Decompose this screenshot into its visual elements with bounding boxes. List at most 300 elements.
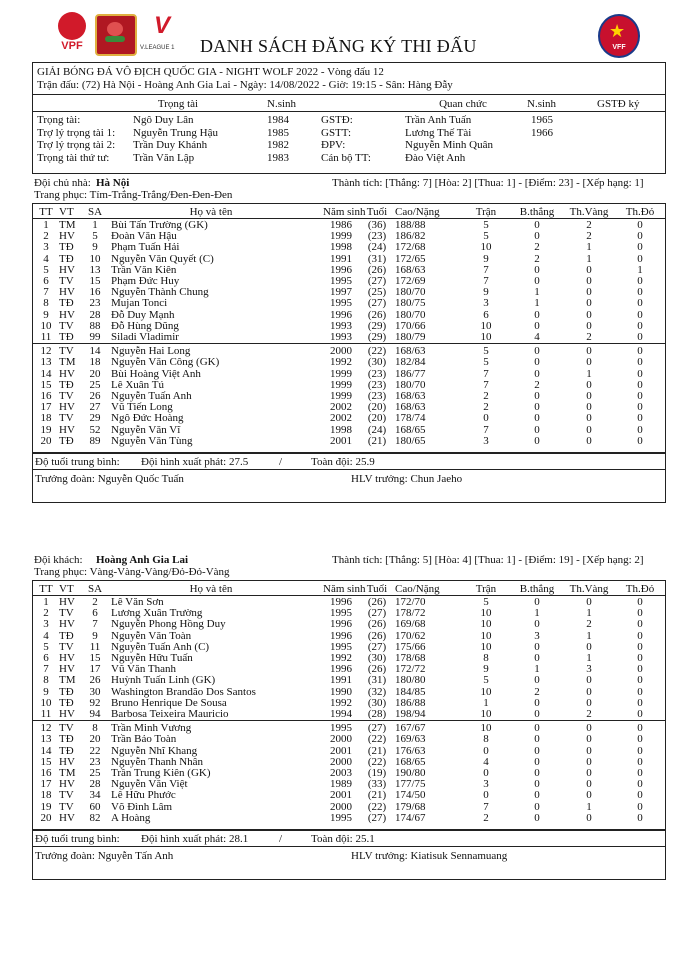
player-row [33, 697, 663, 709]
player-row [33, 297, 663, 309]
player-vt: HV [59, 286, 75, 299]
player-wins: 0 [534, 319, 540, 332]
player-name: Phạm Đức Huy [111, 275, 180, 287]
player-name: Mujan Tonci [111, 297, 168, 310]
player-name: Phạm Tuấn Hải [111, 241, 180, 254]
player-red: 0 [637, 607, 643, 620]
player-tt: 10 [40, 696, 52, 709]
league-title: GIẢI BÓNG ĐÁ VÔ ĐỊCH QUỐC GIA - NIGHT WOLF 2022 - Vòng đấu 12 [37, 66, 384, 78]
player-yellow: 0 [586, 744, 592, 757]
player-name: Nguyễn Nhĩ Khang [111, 744, 198, 757]
official-role: GSTĐ: [321, 114, 353, 126]
player-name: Nguyễn Văn Tùng [111, 434, 193, 447]
player-tt: 16 [40, 767, 52, 779]
player-wins: 0 [534, 423, 540, 436]
player-yellow: 0 [586, 412, 592, 425]
player-red: 0 [637, 800, 643, 813]
player-row [33, 812, 663, 824]
flower-icon [107, 22, 123, 36]
player-name: Ngô Đức Hoàng [111, 412, 184, 425]
player-hw: 178/72 [395, 607, 426, 620]
player-row [33, 641, 663, 653]
player-sa: 15 [89, 652, 101, 664]
player-hw: 175/66 [395, 640, 426, 653]
player-yellow: 1 [586, 367, 592, 380]
player-yellow: 0 [586, 356, 592, 369]
player-sa: 27 [89, 401, 101, 414]
player-row [33, 379, 663, 391]
player-tt: 6 [43, 275, 49, 287]
star-icon: ★ [609, 21, 626, 41]
team-record: Thành tích: [Thắng: 5] [Hòa: 4] [Thua: 1] - [Điểm: 19] - [Xếp hạng: 2] [332, 554, 644, 566]
player-year: 1992 [330, 356, 352, 369]
player-hw: 174/50 [395, 789, 426, 802]
player-name: Đỗ Duy Mạnh [111, 308, 175, 321]
avg-age-starting: Đội hình xuất phát: 28.1 [141, 833, 249, 845]
player-hw: 178/74 [395, 412, 426, 425]
player-yellow: 1 [586, 652, 592, 664]
player-matches: 0 [483, 744, 489, 757]
player-hw: 190/80 [395, 767, 426, 779]
player-yellow: 3 [586, 663, 592, 676]
player-year: 1996 [330, 596, 352, 608]
player-row [33, 686, 663, 698]
player-sa: 28 [89, 778, 101, 791]
player-matches: 10 [480, 319, 492, 332]
player-sa: 29 [89, 412, 101, 425]
player-name: Trần Trung Kiên (GK) [111, 767, 211, 779]
player-wins: 1 [534, 297, 540, 310]
team-name: Hoàng Anh Gia Lai [96, 554, 189, 566]
player-sa: 25 [89, 378, 101, 391]
player-vt: HV [59, 708, 75, 720]
subs-divider [33, 343, 665, 344]
player-tt: 3 [43, 618, 49, 631]
player-red: 0 [637, 230, 643, 243]
player-age: (25) [367, 286, 387, 299]
player-vt: HV [59, 778, 75, 791]
ball-icon [58, 12, 86, 40]
player-year: 1991 [330, 674, 352, 687]
player-age: (30) [367, 696, 387, 709]
player-red: 0 [637, 744, 643, 757]
player-wins: 0 [534, 744, 540, 757]
player-matches: 7 [483, 378, 489, 391]
player-row [33, 722, 663, 734]
player-row [33, 607, 663, 619]
player-hw: 178/68 [395, 652, 426, 664]
column-header-vt: VT [59, 206, 74, 218]
player-tt: 20 [40, 434, 52, 447]
team-label: Đội khách: [34, 554, 83, 566]
official-name: Trần Anh Tuấn [405, 114, 472, 126]
player-year: 1995 [330, 811, 352, 824]
player-age: (30) [367, 356, 387, 369]
player-hw: 176/63 [395, 744, 426, 757]
player-year: 1992 [330, 696, 352, 709]
player-row [33, 390, 663, 402]
player-sa: 28 [89, 308, 101, 321]
player-matches: 0 [483, 789, 489, 802]
player-yellow: 0 [586, 733, 592, 746]
player-age: (29) [367, 331, 387, 343]
player-name: Đỗ Hùng Dũng [111, 319, 179, 332]
player-row [33, 345, 663, 357]
player-tt: 17 [40, 401, 52, 414]
column-header-yellow: Th.Vàng [569, 583, 609, 595]
player-name: Nguyễn Văn Vĩ [111, 423, 181, 436]
player-tt: 13 [40, 733, 52, 746]
player-matches: 5 [483, 596, 489, 608]
player-name: Nguyễn Phong Hồng Duy [111, 618, 226, 631]
player-row [33, 596, 663, 608]
player-age: (22) [367, 345, 387, 358]
player-row [33, 253, 663, 265]
player-wins: 2 [534, 241, 540, 254]
player-row [33, 219, 663, 231]
player-yellow: 0 [586, 401, 592, 414]
player-age: (29) [367, 319, 387, 332]
player-sa: 14 [89, 345, 101, 358]
player-tt: 18 [40, 789, 52, 802]
player-yellow: 0 [586, 722, 592, 735]
player-year: 1991 [330, 252, 352, 265]
player-row [33, 801, 663, 813]
leaf-icon [105, 36, 125, 42]
column-header-red: Th.Đỏ [625, 206, 655, 218]
referee-name: Nguyễn Trung Hậu [133, 126, 218, 139]
player-red: 0 [637, 297, 643, 310]
player-tt: 7 [43, 286, 49, 299]
player-age: (23) [367, 378, 387, 391]
player-sa: 94 [89, 708, 101, 720]
player-red: 0 [637, 412, 643, 425]
player-year: 1996 [330, 263, 352, 276]
player-hw: 179/68 [395, 800, 426, 813]
player-wins: 0 [534, 733, 540, 746]
player-sa: 23 [89, 297, 101, 310]
player-yellow: 0 [586, 390, 592, 402]
player-vt: TĐ [59, 629, 74, 642]
player-vt: TĐ [59, 252, 74, 265]
column-header-hw: Cao/Nặng [395, 206, 440, 218]
player-wins: 0 [534, 755, 540, 768]
player-name: Nguyễn Văn Việt [111, 778, 188, 791]
avg-age-slash: / [279, 456, 283, 468]
player-matches: 7 [483, 367, 489, 380]
player-tt: 20 [40, 811, 52, 824]
player-hw: 168/63 [395, 263, 426, 276]
player-tt: 11 [40, 331, 52, 343]
player-wins: 0 [534, 640, 540, 653]
player-row [33, 745, 663, 757]
footer-divider [33, 846, 665, 847]
player-year: 2002 [330, 401, 352, 414]
player-name: Bùi Hoàng Việt Anh [111, 367, 201, 380]
official-name: Nguyễn Minh Quân [405, 139, 493, 151]
player-sa: 26 [89, 674, 101, 687]
player-vt: TV [59, 390, 74, 402]
player-matches: 10 [480, 640, 492, 653]
player-vt: TĐ [59, 733, 74, 746]
player-red: 0 [637, 778, 643, 791]
player-matches: 6 [483, 308, 489, 321]
player-age: (28) [367, 708, 387, 720]
player-tt: 4 [43, 252, 49, 265]
player-wins: 0 [534, 789, 540, 802]
player-year: 1999 [330, 230, 352, 243]
player-red: 0 [637, 685, 643, 698]
player-yellow: 0 [586, 434, 592, 447]
player-wins: 0 [534, 778, 540, 791]
player-red: 0 [637, 733, 643, 746]
player-vt: HV [59, 401, 75, 414]
player-age: (21) [367, 744, 387, 757]
player-matches: 10 [480, 607, 492, 620]
player-name: Nguyễn Văn Công (GK) [111, 356, 220, 369]
player-vt: TĐ [59, 378, 74, 391]
player-row [33, 241, 663, 253]
player-matches: 2 [483, 390, 489, 402]
player-row [33, 309, 663, 321]
player-age: (26) [367, 629, 387, 642]
player-wins: 0 [534, 308, 540, 321]
player-year: 1990 [330, 685, 352, 698]
player-sa: 52 [89, 423, 101, 436]
player-red: 0 [637, 356, 643, 369]
player-year: 2001 [330, 434, 352, 447]
player-name: Nguyễn Văn Quyết (C) [111, 252, 214, 265]
player-name: Lê Văn Sơn [111, 596, 164, 608]
player-red: 0 [637, 286, 643, 299]
player-year: 1994 [330, 708, 352, 720]
referee-header: Trọng tài [157, 98, 199, 110]
player-matches: 1 [483, 696, 489, 709]
player-age: (27) [367, 275, 387, 287]
player-tt: 14 [40, 367, 52, 380]
night-wolf-logo [95, 14, 137, 56]
player-red: 0 [637, 640, 643, 653]
player-wins: 0 [534, 722, 540, 735]
player-name: Nguyễn Hữu Tuấn [111, 652, 193, 664]
player-age: (19) [367, 767, 387, 779]
team-kit: Trang phục: Vàng-Vàng-Vàng/Đỏ-Đỏ-Vàng [34, 566, 230, 578]
official-birth-year: 1965 [531, 114, 553, 126]
player-vt: TV [59, 722, 74, 735]
player-matches: 10 [480, 685, 492, 698]
player-yellow: 2 [586, 219, 592, 231]
player-yellow: 0 [586, 319, 592, 332]
player-matches: 8 [483, 733, 489, 746]
footer-divider [33, 469, 665, 470]
player-yellow: 2 [586, 708, 592, 720]
player-vt: HV [59, 230, 75, 243]
column-header-matches: Trận [475, 583, 497, 595]
player-row [33, 733, 663, 745]
player-row [33, 778, 663, 790]
player-vt: TM [59, 767, 76, 779]
column-header-age: Tuổi [366, 583, 388, 595]
player-matches: 10 [480, 629, 492, 642]
player-sa: 23 [89, 755, 101, 768]
player-age: (22) [367, 755, 387, 768]
player-age: (27) [367, 607, 387, 620]
player-matches: 3 [483, 297, 489, 310]
player-name: Võ Đình Lâm [111, 800, 173, 813]
player-red: 0 [637, 252, 643, 265]
player-wins: 0 [534, 390, 540, 402]
player-row [33, 618, 663, 630]
referee-birth-year: 1985 [267, 126, 289, 139]
player-name: Barbosa Teixeira Mauricio [111, 708, 229, 720]
player-age: (36) [367, 219, 387, 231]
avg-age-label: Độ tuổi trung bình: [35, 456, 120, 468]
player-vt: TV [59, 345, 74, 358]
player-vt: TĐ [59, 685, 74, 698]
player-vt: TV [59, 319, 74, 332]
player-age: (23) [367, 230, 387, 243]
player-row [33, 331, 663, 343]
player-year: 1992 [330, 652, 352, 664]
team-kit: Trang phục: Tím-Trắng-Trắng/Đen-Đen-Đen [34, 189, 233, 201]
player-vt: TV [59, 640, 74, 653]
player-red: 0 [637, 319, 643, 332]
official-birth-year: 1966 [531, 126, 553, 139]
player-row [33, 368, 663, 380]
player-hw: 174/67 [395, 811, 426, 824]
gstd-header: GSTĐ ký [597, 98, 640, 110]
player-red: 1 [637, 263, 643, 276]
player-sa: 1 [92, 219, 98, 231]
column-header-red: Th.Đỏ [625, 583, 655, 595]
column-header-tt: TT [39, 206, 53, 218]
player-row [33, 320, 663, 332]
player-matches: 7 [483, 275, 489, 287]
player-vt: TM [59, 219, 76, 231]
player-yellow: 0 [586, 297, 592, 310]
player-red: 0 [637, 652, 643, 664]
player-sa: 6 [92, 607, 98, 620]
player-age: (22) [367, 733, 387, 746]
player-hw: 186/77 [395, 367, 426, 380]
player-wins: 0 [534, 230, 540, 243]
match-info: Trận đấu: (72) Hà Nội - Hoàng Anh Gia Lai - Ngày: 14/08/2022 - Giờ: 19:15 - Sân: Hàng Đẫy [37, 79, 453, 91]
player-row [33, 630, 663, 642]
player-tt: 5 [43, 640, 49, 653]
player-matches: 5 [483, 219, 489, 231]
player-year: 1996 [330, 618, 352, 631]
player-red: 0 [637, 331, 643, 343]
officials-box [32, 62, 666, 174]
player-yellow: 0 [586, 275, 592, 287]
player-age: (24) [367, 241, 387, 254]
player-hw: 168/65 [395, 755, 426, 768]
player-wins: 0 [534, 811, 540, 824]
player-year: 1997 [330, 286, 352, 299]
team-name: Hà Nội [96, 177, 130, 189]
player-vt: TĐ [59, 744, 74, 757]
player-matches: 2 [483, 401, 489, 414]
player-name: Nguyễn Văn Toàn [111, 629, 192, 642]
player-row [33, 230, 663, 242]
player-red: 0 [637, 275, 643, 287]
player-age: (26) [367, 596, 387, 608]
player-tt: 13 [40, 356, 52, 369]
player-sa: 82 [89, 811, 101, 824]
player-sa: 18 [89, 356, 101, 369]
player-year: 1996 [330, 308, 352, 321]
player-age: (22) [367, 800, 387, 813]
player-year: 2003 [330, 767, 352, 779]
player-tt: 7 [43, 663, 49, 676]
player-wins: 4 [534, 331, 540, 343]
column-header-age: Tuổi [366, 206, 388, 218]
player-sa: 60 [89, 800, 101, 813]
player-year: 2000 [330, 800, 352, 813]
document-title: DANH SÁCH ĐĂNG KÝ THI ĐẤU [200, 36, 477, 56]
player-hw: 172/65 [395, 252, 426, 265]
player-wins: 0 [534, 434, 540, 447]
player-matches: 5 [483, 345, 489, 358]
player-yellow: 1 [586, 629, 592, 642]
player-wins: 0 [534, 263, 540, 276]
player-red: 0 [637, 423, 643, 436]
player-hw: 186/88 [395, 696, 426, 709]
player-sa: 16 [89, 286, 101, 299]
player-year: 2001 [330, 744, 352, 757]
player-sa: 8 [92, 722, 98, 735]
player-wins: 0 [534, 275, 540, 287]
player-row [33, 412, 663, 424]
player-matches: 2 [483, 811, 489, 824]
player-red: 0 [637, 378, 643, 391]
player-name: Đoàn Văn Hậu [111, 230, 177, 243]
player-wins: 0 [534, 401, 540, 414]
player-vt: TV [59, 412, 74, 425]
player-row [33, 789, 663, 801]
player-tt: 18 [40, 412, 52, 425]
player-tt: 1 [43, 596, 49, 608]
player-yellow: 0 [586, 674, 592, 687]
player-name: Nguyễn Thanh Nhân [111, 755, 204, 768]
player-name: Nguyễn Tuấn Anh [111, 390, 192, 402]
player-sa: 99 [89, 331, 101, 343]
player-matches: 10 [480, 722, 492, 735]
referee-name: Ngô Duy Lân [133, 114, 194, 126]
player-tt: 10 [40, 319, 52, 332]
player-yellow: 1 [586, 607, 592, 620]
player-row [33, 674, 663, 686]
vleague-logo: V V.LEAGUE 1 [140, 12, 175, 51]
player-hw: 180/70 [395, 286, 426, 299]
avg-age-starting: Đội hình xuất phát: 27.5 [141, 456, 249, 468]
official-role: GSTT: [321, 126, 352, 139]
player-yellow: 2 [586, 331, 592, 343]
player-hw: 169/68 [395, 618, 426, 631]
player-age: (20) [367, 401, 387, 414]
player-name: Nguyễn Tuấn Anh (C) [111, 640, 210, 653]
referee-role: Trọng tài: [37, 114, 81, 126]
player-matches: 3 [483, 434, 489, 447]
player-yellow: 0 [586, 755, 592, 768]
player-name: Bruno Henrique De Sousa [111, 696, 227, 709]
player-table [32, 203, 666, 453]
player-vt: HV [59, 811, 75, 824]
player-red: 0 [637, 789, 643, 802]
player-yellow: 0 [586, 263, 592, 276]
player-age: (26) [367, 308, 387, 321]
player-year: 1998 [330, 423, 352, 436]
